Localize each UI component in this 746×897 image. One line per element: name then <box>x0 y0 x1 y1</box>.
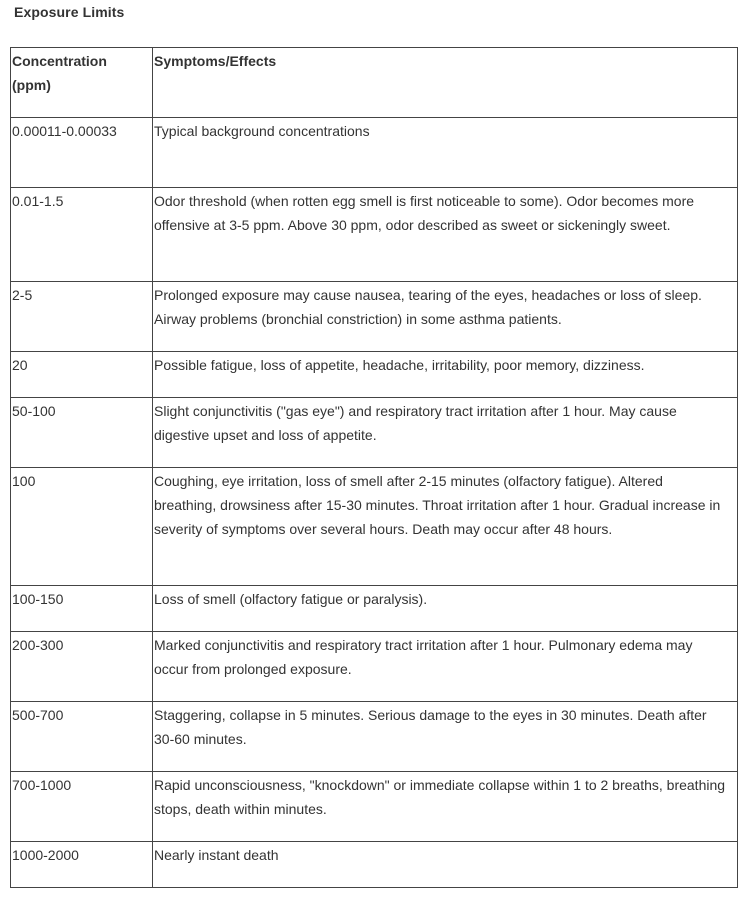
effects-cell: Possible fatigue, loss of appetite, headache, irritability, poor memory, dizziness. <box>153 352 738 398</box>
concentration-cell: 0.00011-0.00033 <box>11 118 153 188</box>
table-row <box>11 586 738 632</box>
exposure-limits-table <box>10 47 738 888</box>
page-title: Exposure Limits <box>14 4 125 20</box>
effects-cell: Nearly instant death <box>153 842 738 888</box>
concentration-cell: 0.01-1.5 <box>11 188 153 282</box>
concentration-cell: 2-5 <box>11 282 153 352</box>
table-row <box>11 118 738 188</box>
table-row <box>11 842 738 888</box>
column-header-concentration: Concentration (ppm) <box>11 48 153 118</box>
effects-cell: Marked conjunctivitis and respiratory tract irritation after 1 hour. Pulmonary edema may occur from prolonged exposure. <box>153 632 738 702</box>
effects-cell: Staggering, collapse in 5 minutes. Serious damage to the eyes in 30 minutes. Death after 30-60 minutes. <box>153 702 738 772</box>
concentration-cell: 20 <box>11 352 153 398</box>
table-row <box>11 352 738 398</box>
concentration-cell: 200-300 <box>11 632 153 702</box>
effects-cell: Loss of smell (olfactory fatigue or paralysis). <box>153 586 738 632</box>
effects-cell: Odor threshold (when rotten egg smell is first noticeable to some). Odor becomes more offensive at 3-5 ppm. Above 30 ppm, odor described as sweet or sickeningly sweet. <box>153 188 738 282</box>
effects-cell: Slight conjunctivitis ("gas eye") and respiratory tract irritation after 1 hour. May cause digestive upset and loss of appetite. <box>153 398 738 468</box>
table-row <box>11 468 738 586</box>
effects-cell: Prolonged exposure may cause nausea, tearing of the eyes, headaches or loss of sleep. Airway problems (bronchial constriction) in some asthma patients. <box>153 282 738 352</box>
concentration-cell: 100 <box>11 468 153 586</box>
effects-cell: Coughing, eye irritation, loss of smell after 2-15 minutes (olfactory fatigue). Altered breathing, drowsiness after 15-30 minutes. Throat irritation after 1 hour. Gradual increase in severity of symptoms over several hours. Death may occur after 48 hours. <box>153 468 738 586</box>
table-row <box>11 772 738 842</box>
effects-cell: Rapid unconsciousness, "knockdown" or immediate collapse within 1 to 2 breaths, breathing stops, death within minutes. <box>153 772 738 842</box>
concentration-cell: 1000-2000 <box>11 842 153 888</box>
table-row <box>11 282 738 352</box>
concentration-cell: 700-1000 <box>11 772 153 842</box>
column-header-symptoms: Symptoms/Effects <box>153 48 738 118</box>
concentration-cell: 50-100 <box>11 398 153 468</box>
effects-cell: Typical background concentrations <box>153 118 738 188</box>
concentration-cell: 100-150 <box>11 586 153 632</box>
table-row <box>11 188 738 282</box>
table-row <box>11 398 738 468</box>
table-row <box>11 632 738 702</box>
table-row <box>11 702 738 772</box>
concentration-cell: 500-700 <box>11 702 153 772</box>
table-header-row <box>11 48 738 118</box>
